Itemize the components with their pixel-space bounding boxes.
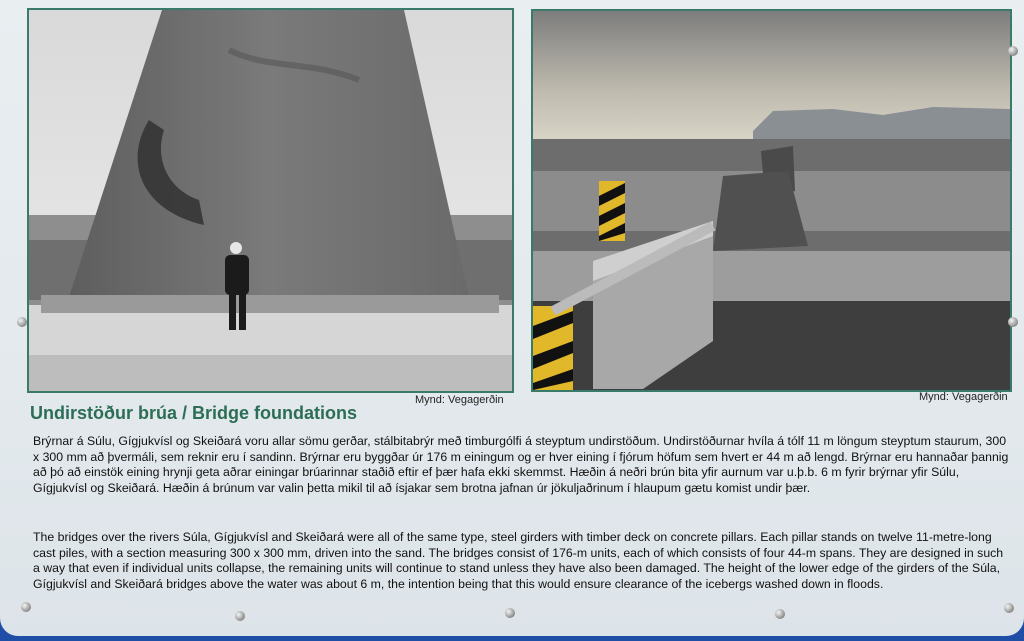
bridge-photo — [531, 9, 1012, 392]
mounting-bolt — [1004, 603, 1014, 613]
bridge-photo-image — [533, 11, 1010, 390]
mounting-bolt — [17, 317, 27, 327]
mounting-bolt — [1008, 46, 1018, 56]
mounting-bolt — [775, 609, 785, 619]
sign-heading: Undirstöður brúa / Bridge foundations — [30, 403, 357, 423]
photo-credit-left: Mynd: Vegagerðin — [415, 394, 504, 406]
mounting-bolt — [1008, 317, 1018, 327]
icelandic-description: Brýrnar á Súlu, Gígjukvísl og Skeiðará voru allar sömu gerðar, stálbitabrýr með timburgólfi á steyptum undirstöðum. Undirstöðurnar hvíla á tólf 11 m löngum steyptum staurum, 300 x 300 mm að þvermáli, sem reknir eru í sandinn. Brýrnar eru byggðar úr 176 m einingum og er hver eining í fjórum höfum sem hvert er 44 m að lengd. Brýrnar eru hannaðar þannig að þó að einstök eining hrynji geta aðrar einingar brúarinnar staðið eftir ef þær hafa ekki skemmst. Hæðin á neðri brún bita yfir aurnum var u.þ.b. 6 m fyrir brýrnar yfir Súlu, Gígjukvísl og Skeiðará. Hæðin á brúnum var valin þetta mikil til að ísjakar sem brotna jafnan úr jökuljaðrinum í hlaupum gætu komist undir þær. — [33, 434, 1009, 495]
mounting-bolt — [505, 608, 515, 618]
english-description: The bridges over the rivers Súla, Gígjukvísl and Skeiðará were all of the same type, steel girders with timber deck on concrete pillars. Each pillar stands on twelve 11-metre-long cast piles, with a section measuring 300 x 300 mm, driven into the sand. The bridges consist of 176-m units, each of which consists of four 44-m spans. They are designed in such a way that even if individual units collapse, the remaining units will continue to stand unless they have also been damaged. The height of the lower edge of the girders of the Súla, Gígjukvísl and Skeiðará bridges above the water was about 6 m, the intention being that this would ensure clearance of the icebergs washed down in floods. — [33, 530, 1004, 591]
mounting-bolt — [235, 611, 245, 621]
mounting-bolt — [21, 602, 31, 612]
pillar-photo — [27, 8, 514, 393]
pillar-photo-image — [29, 10, 512, 391]
photo-credit-right: Mynd: Vegagerðin — [919, 391, 1008, 403]
